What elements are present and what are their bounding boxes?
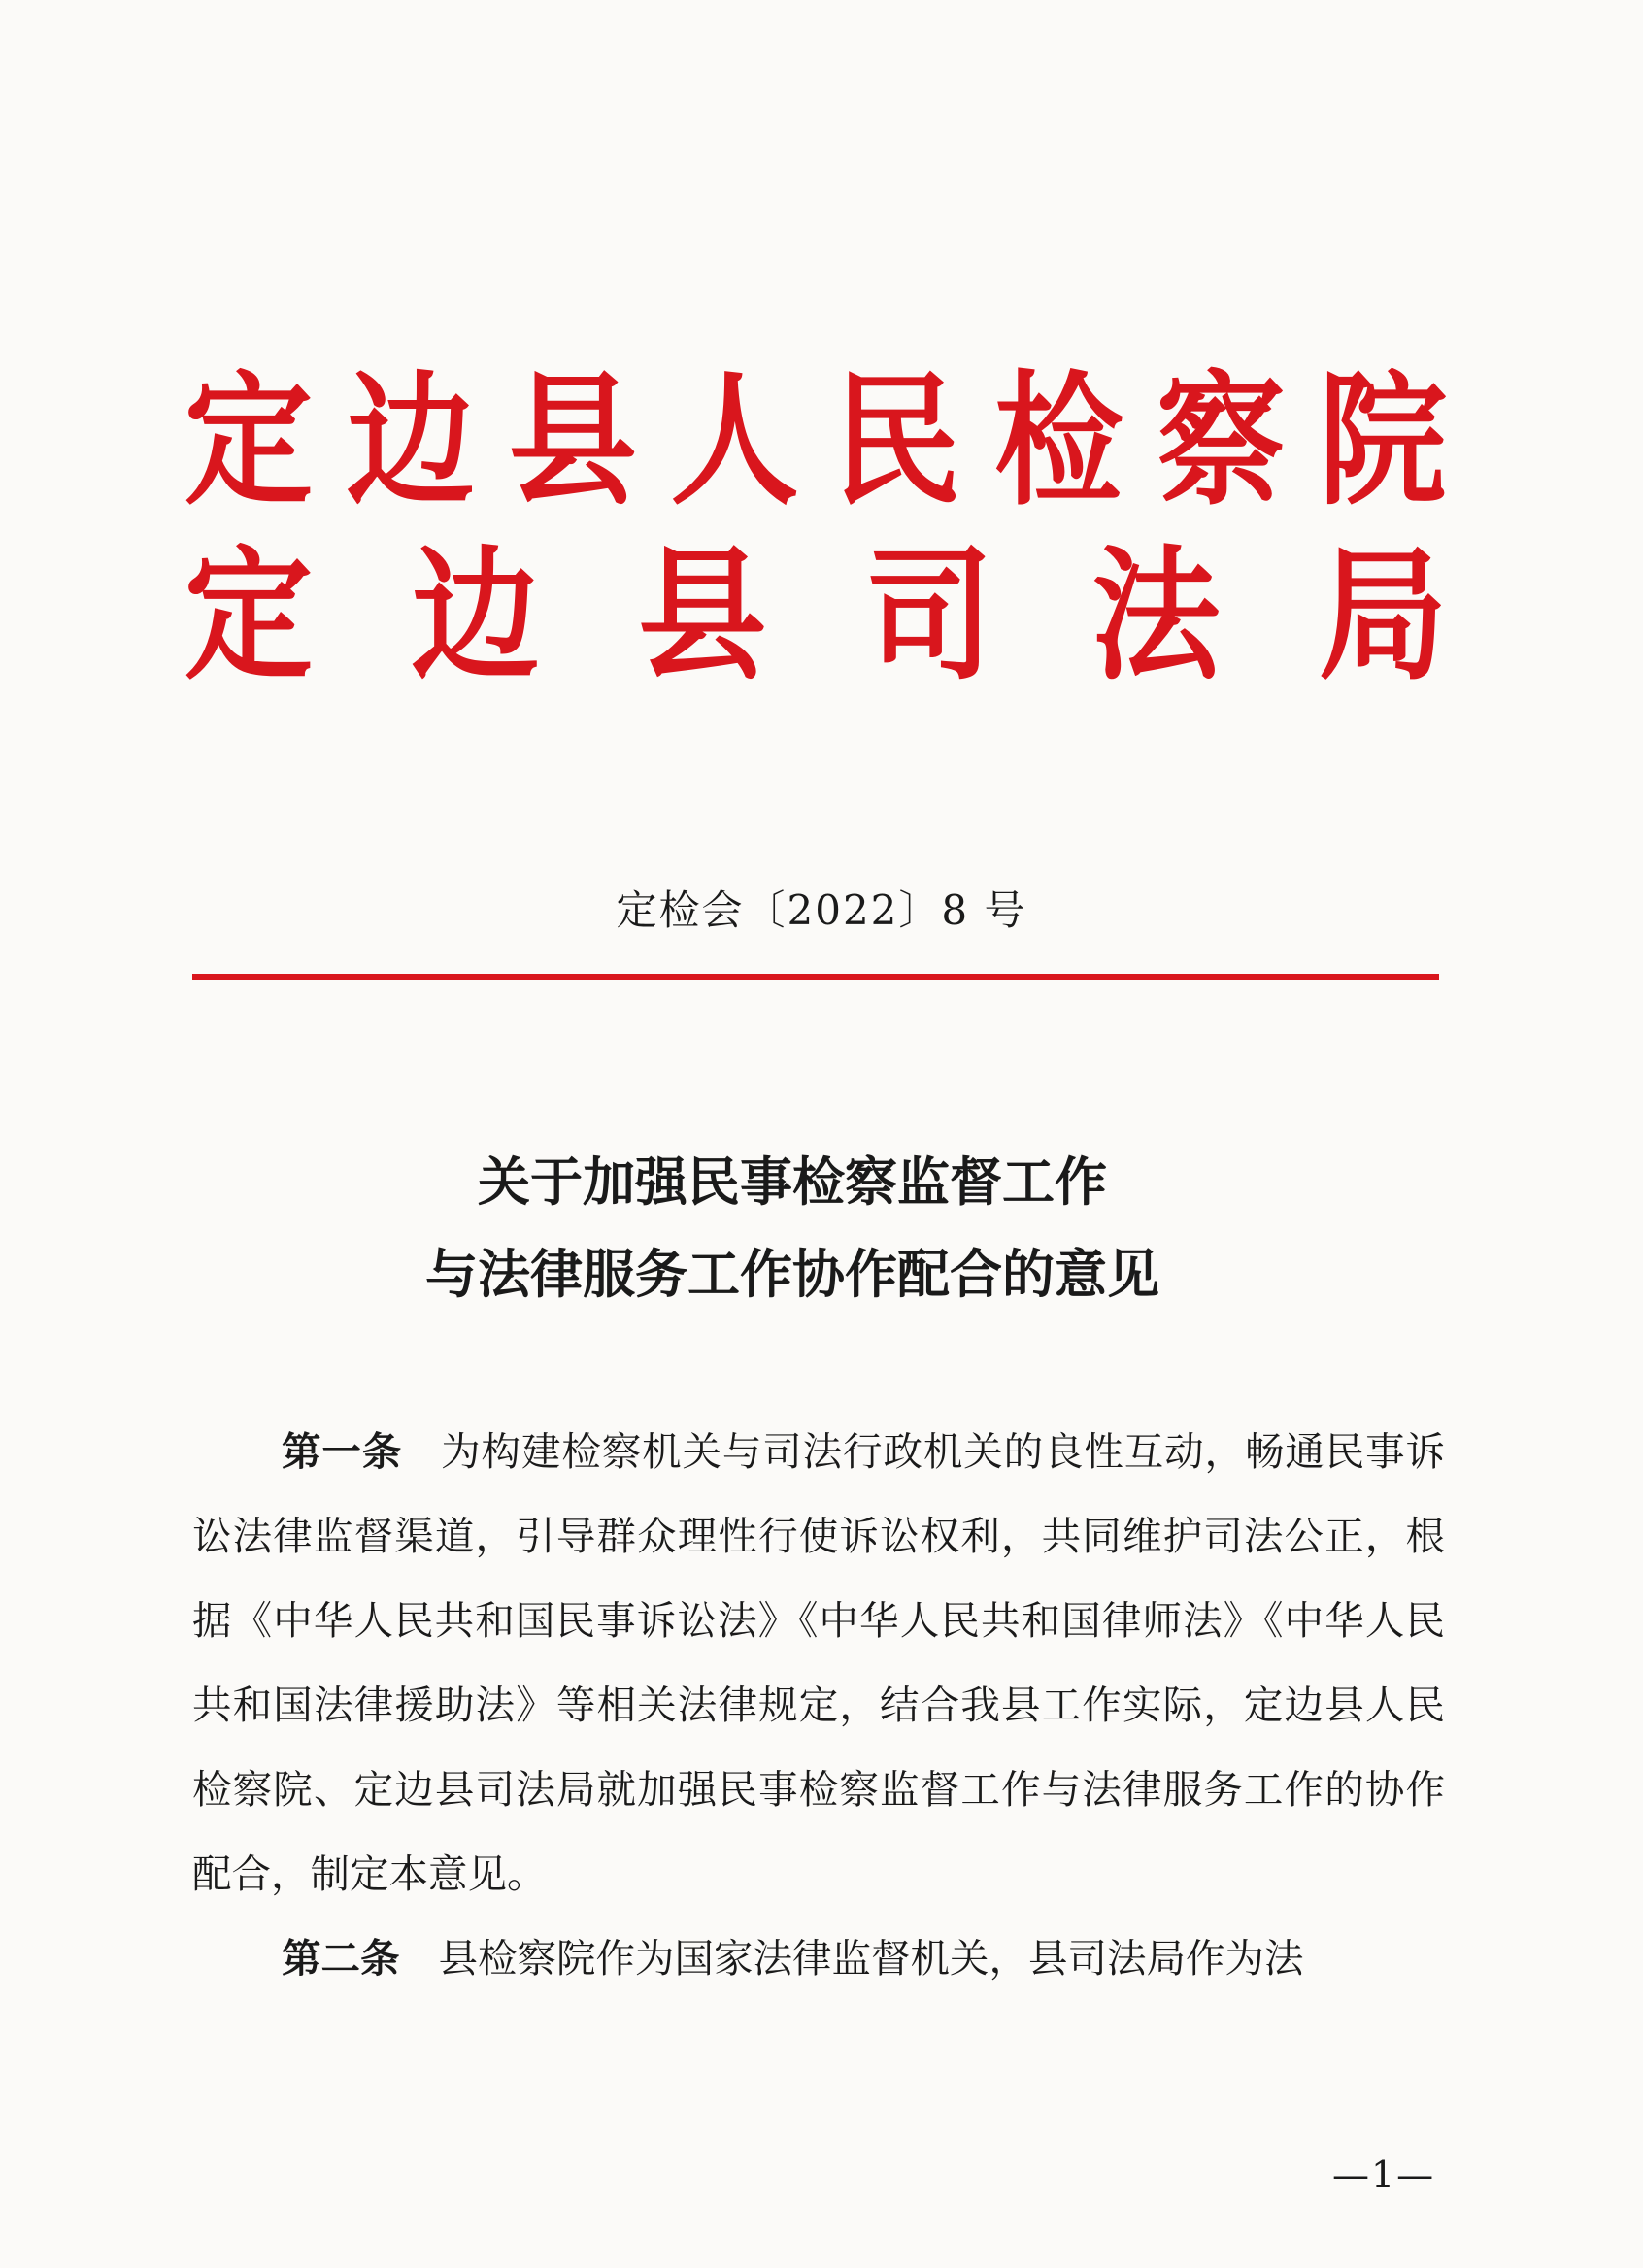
document-title-line-2: 与法律服务工作协作配合的意见: [425, 1243, 1159, 1305]
issuer-header-procuratorate: [184, 356, 1447, 526]
header-char: 边: [346, 356, 475, 526]
article-paragraph: [192, 1917, 1445, 2001]
header-char: 院: [1318, 356, 1447, 526]
header-char: 法: [1091, 531, 1221, 701]
header-char: 人: [670, 356, 799, 526]
article-text: 县检察院作为国家法律监督机关，县司法局作为法: [438, 1935, 1304, 1982]
red-divider-line: [192, 974, 1439, 980]
issuer-header-justice-bureau: [184, 531, 1447, 701]
header-char: 边: [411, 531, 540, 701]
page-number: —1—: [1332, 2153, 1436, 2196]
header-char: 定: [184, 531, 313, 701]
article-label: 第一条: [282, 1428, 403, 1475]
article-label: 第二条: [282, 1935, 400, 1982]
header-char: 定: [184, 356, 313, 526]
header-char: 县: [508, 356, 637, 526]
header-char: 县: [638, 531, 767, 701]
article-text: 为构建检察机关与司法行政机关的良性互动，畅通民事诉讼法律监督渠道，引导群众理性行使诉讼权利，共同维护司法公正，根据《中华人民共和国民事诉讼法》《中华人民共和国律师法》《中华人民共和国法律援助法》等相关法律规定，结合我县工作实际，定边县人民检察院、定边县司法局就加强民事检察监督工作与法律服务工作的协作配合，制定本意见。: [192, 1428, 1446, 1897]
header-char: 司: [864, 531, 993, 701]
document-title-line-1: 关于加强民事检察监督工作: [478, 1151, 1107, 1213]
header-char: 检: [994, 356, 1123, 526]
article-paragraph: [192, 1410, 1445, 1917]
header-char: 局: [1318, 531, 1447, 701]
header-char: 察: [1157, 356, 1286, 526]
header-char: 民: [832, 356, 961, 526]
document-number: 定检会〔2022〕8 号: [616, 886, 1027, 934]
